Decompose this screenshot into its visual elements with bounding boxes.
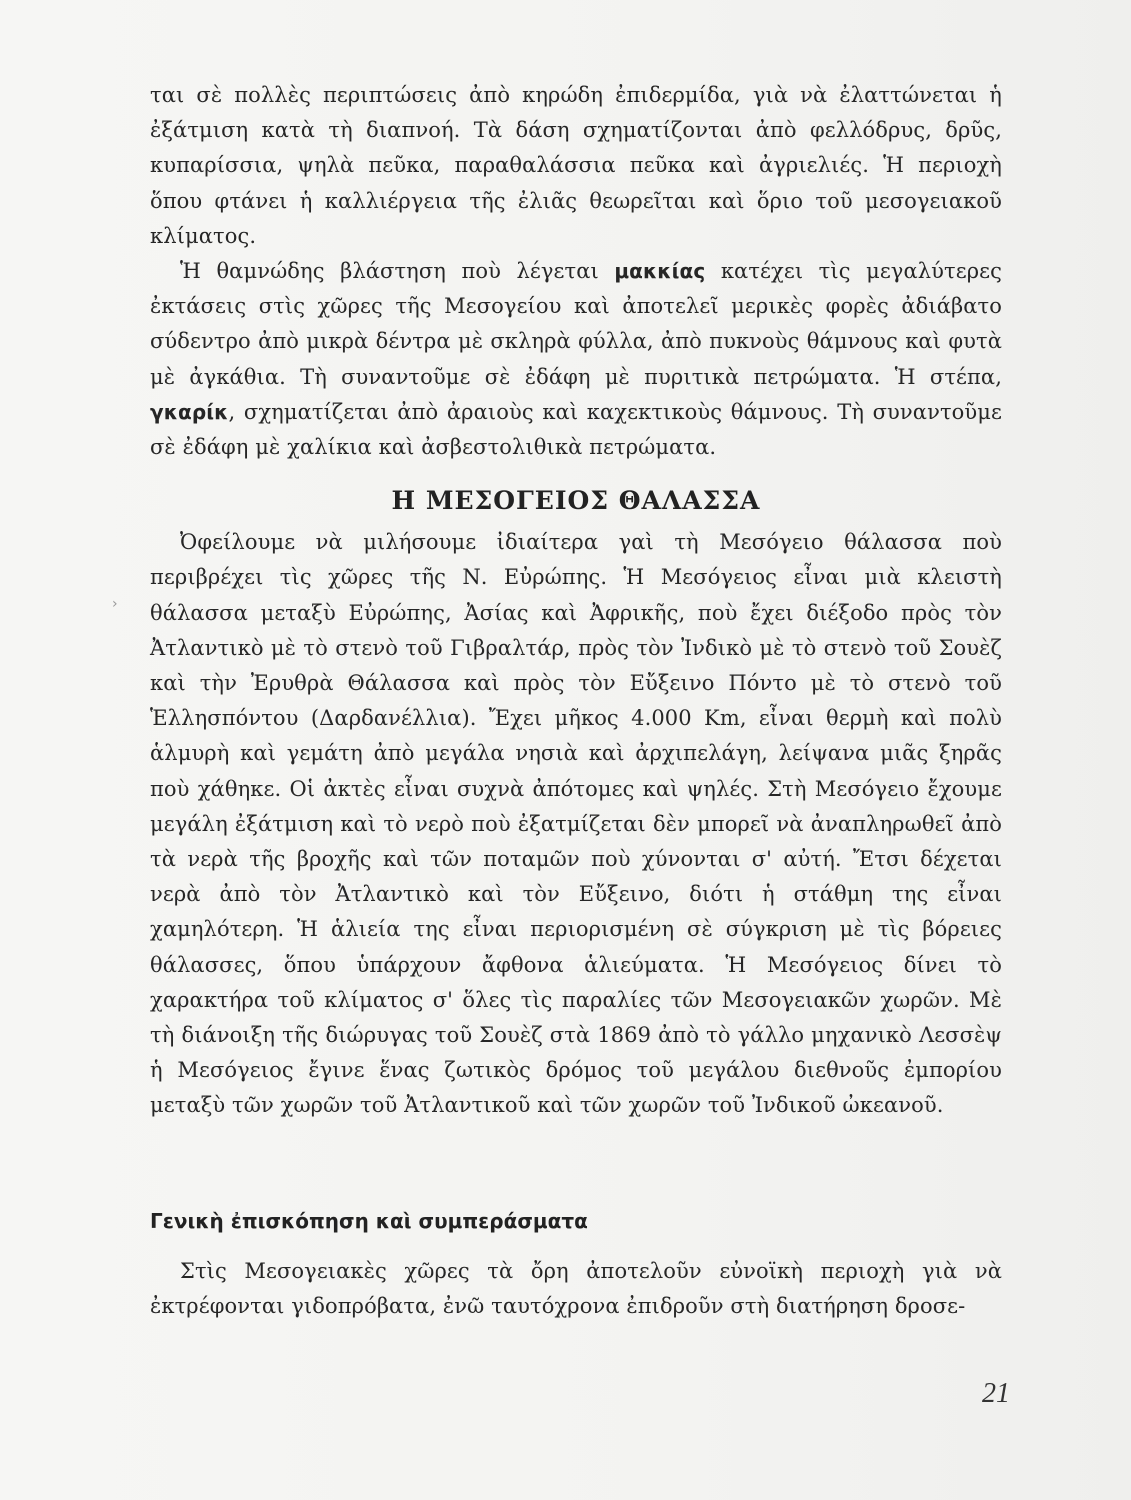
subheading-spacer	[150, 1236, 1002, 1254]
paragraph-2-text-2: κατέχει τὶς μεγαλύτερες ἐκτάσεις στὶς χῶρες τῆς Μεσογείου καὶ ἀποτελεῖ μερικὲς φορὲς ἀδιάβατο σύδεντρο ἀπὸ μικρὰ δέντρα μὲ σκληρὰ φύλλα, ἀπὸ πυκνοὺς θάμνους καὶ φυτὰ μὲ ἀγκάθια. Τὴ συναντοῦμε σὲ ἐδάφη μὲ πυριτικὰ πετρώματα. Ἡ στέπα,	[150, 259, 1002, 389]
section-heading-mediterranean-sea: Η ΜΕΣΟΓΕΙΟΣ ΘΑΛΑΣΣΑ	[391, 486, 761, 516]
keyword-makkias: μακκίας	[614, 259, 706, 284]
paragraph-vegetation-continued: ται σὲ πολλὲς περιπτώσεις ἀπὸ κηρώδη ἐπιδερμίδα, γιὰ νὰ ἐλαττώνεται ἡ ἐξάτμιση κατὰ τὴ διαπνοή. Τὰ δάση σχηματίζονται ἀπὸ φελλόδρυς, δρῦς, κυπαρίσσια, ψηλὰ πεῦκα, παραθαλάσσια πεῦκα καὶ ἀγριελιές. Ἡ περιοχὴ ὅπου φτάνει ἡ καλλιέργεια τῆς ἐλιᾶς θεωρεῖται καὶ ὅριο τοῦ μεσογειακοῦ κλίματος.	[150, 83, 1002, 248]
page-number: 21	[982, 1378, 1010, 1409]
paragraph-mediterranean-sea: Ὀφείλουμε νὰ μιλήσουμε ἰδιαίτερα γαὶ τὴ Μεσόγειο θάλασσα ποὺ περιβρέχει τὶς χῶρες τῆς Ν. Εὐρώπης. Ἡ Μεσόγειος εἶναι μιὰ κλειστὴ θάλασσα μεταξὺ Εὐρώπης, Ἀσίας καὶ Ἀφρικῆς, ποὺ ἔχει διέξοδο πρὸς τὸν Ἀτλαντικὸ μὲ τὸ στενὸ τοῦ Γιβραλτάρ, πρὸς τὸν Ἰνδικὸ μὲ τὸ στενὸ τοῦ Σουὲζ καὶ τὴν Ἐρυθρὰ Θάλασσα καὶ πρὸς τὸν Εὔξεινο Πόντο μὲ τὸ στενὸ τοῦ Ἑλλησπόντου (Δαρδανέλλια). Ἔχει μῆκος 4.000 Km, εἶναι θερμὴ καὶ πολὺ ἁλμυρὴ καὶ γεμάτη ἀπὸ μεγάλα νησιὰ καὶ ἀρχιπελάγη, λείψανα μιᾶς ξηρᾶς ποὺ χάθηκε. Οἱ ἀκτὲς εἶναι συχνὰ ἀπότομες καὶ ψηλές. Στὴ Μεσόγειο ἔχουμε μεγάλη ἐξάτμιση καὶ τὸ νερὸ ποὺ ἐξατμίζεται δὲν μπορεῖ νὰ ἀναπληρωθεῖ ἀπὸ τὰ νερὰ τῆς βροχῆς καὶ τῶν ποταμῶν ποὺ χύνονται σ' αὐτή. Ἔτσι δέχεται νερὰ ἀπὸ τὸν Ἀτλαντικὸ καὶ τὸν Εὔξεινο, διότι ἡ στάθμη της εἶναι χαμηλότερη. Ἡ ἁλιεία της εἶναι περιορισμένη σὲ σύγκριση μὲ τὶς βόρειες θάλασσες, ὅπου ὑπάρχουν ἄφθονα ἁλιεύματα. Ἡ Μεσόγειος δίνει τὸ χαρακτήρα τοῦ κλίματος σ' ὅλες τὶς παραλίες τῶν Μεσογειακῶν χωρῶν. Μὲ τὴ διάνοιξη τῆς διώρυγας τοῦ Σουὲζ στὰ 1869 ἀπὸ τὸ γάλλο μηχανικὸ Λεσσὲψ ἡ Μεσόγειος ἔγινε ἕνας ζωτικὸς δρόμος τοῦ μεγάλου διεθνοῦς ἐμπορίου μεταξὺ τῶν χωρῶν τοῦ Ἀτλαντικοῦ καὶ τῶν χωρῶν τοῦ Ἰνδικοῦ ὠκεανοῦ.	[150, 530, 1002, 1118]
paragraph-maquis-steppe	[150, 254, 1002, 465]
section-subheading-overview: Γενικὴ ἐπισκόπηση καὶ συμπεράσματα	[150, 1208, 588, 1233]
margin-mark: ›	[112, 596, 118, 612]
section-spacer	[150, 1124, 1002, 1206]
page-content	[150, 78, 1002, 1324]
paragraph-2-text-1: Ἡ θαμνώδης βλάστηση ποὺ λέγεται	[180, 259, 615, 284]
keyword-garigue: γκαρίκ	[150, 399, 229, 424]
paragraph-overview: Στὶς Μεσογειακὲς χῶρες τὰ ὄρη ἀποτελοῦν εὐνοϊκὴ περιοχὴ γιὰ νὰ ἐκτρέφονται γιδοπρόβατα, ἐνῶ ταυτόχρονα ἐπιδροῦν στὴ διατήρηση δροσε-	[150, 1258, 1002, 1318]
paragraph-2-text-3: , σχηματίζεται ἀπὸ ἀραιοὺς καὶ καχεκτικοὺς θάμνους. Τὴ συναντοῦμε σὲ ἐδάφη μὲ χαλίκια καὶ ἀσβεστολιθικὰ πετρώματα.	[150, 399, 1002, 460]
